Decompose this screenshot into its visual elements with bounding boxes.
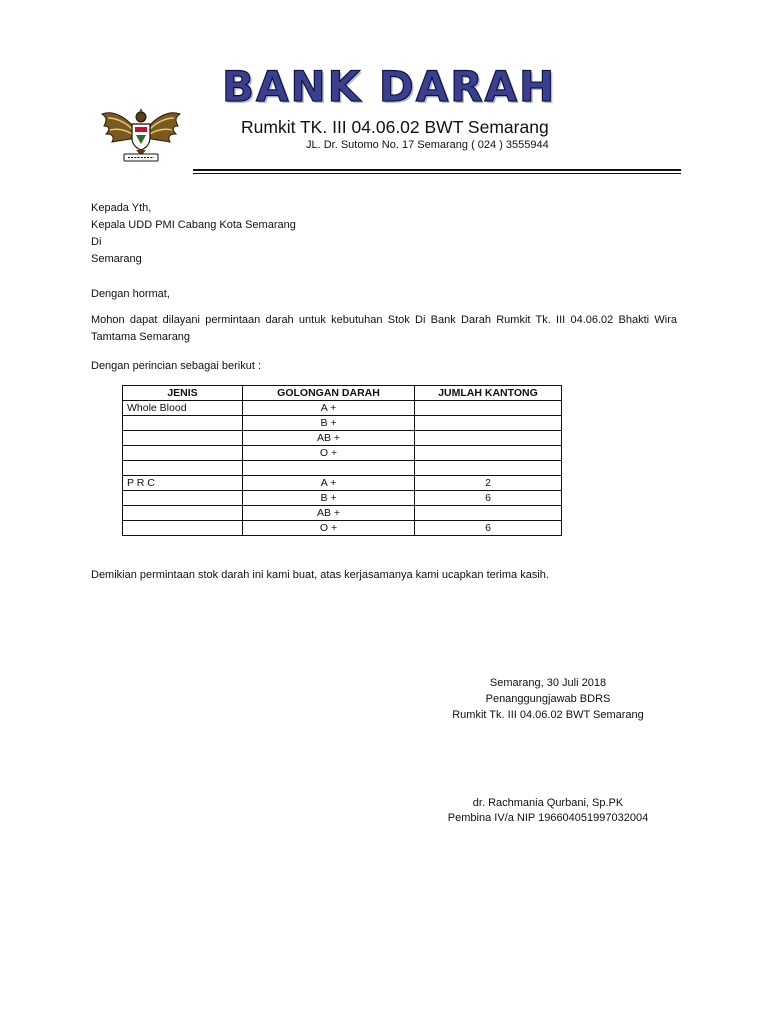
cell-jumlah (415, 416, 562, 431)
signature-name: dr. Rachmania Qurbani, Sp.PK (472, 797, 624, 809)
table-row (123, 506, 562, 521)
recipient-line-3: Di (91, 236, 102, 248)
cell-golongan (243, 461, 415, 476)
header-golongan-darah: GOLONGAN DARAH (243, 386, 415, 401)
signature-role: Penanggungjawab BDRS (485, 693, 611, 705)
signature-place-date: Semarang, 30 Juli 2018 (489, 677, 607, 689)
table-row (123, 521, 562, 536)
cell-jenis: P R C (123, 476, 243, 491)
cell-jumlah (415, 431, 562, 446)
cell-golongan: AB + (243, 431, 415, 446)
closing-sentence: Demikian permintaan stok darah ini kami buat, atas kerjasamanya kami ucapkan terima kasih. (91, 569, 549, 581)
table-row (123, 401, 562, 416)
cell-jenis: Whole Blood (123, 401, 243, 416)
cell-jumlah: 2 (415, 476, 562, 491)
cell-jumlah (415, 446, 562, 461)
letterhead-rule-thin (193, 173, 681, 174)
cell-golongan: O + (243, 521, 415, 536)
signature-institution: Rumkit Tk. III 04.06.02 BWT Semarang (452, 709, 644, 721)
cell-jumlah (415, 401, 562, 416)
header-jenis: JENIS (123, 386, 243, 401)
cell-golongan: AB + (243, 506, 415, 521)
cell-jumlah (415, 461, 562, 476)
cell-golongan: B + (243, 491, 415, 506)
recipient-line-1: Kepada Yth, (91, 202, 152, 214)
cell-jumlah: 6 (415, 521, 562, 536)
cell-jenis (123, 446, 243, 461)
signature-rank-nip: Pembina IV/a NIP 196604051997032004 (447, 812, 649, 824)
table-header-row (123, 386, 562, 401)
letterhead-title: BANK DARAH (222, 62, 557, 111)
table-row (123, 446, 562, 461)
cell-jumlah: 6 (415, 491, 562, 506)
request-paragraph: Mohon dapat dilayani permintaan darah untuk kebutuhan Stok Di Bank Darah Rumkit Tk. III 04.06.02 Bhakti Wira Tamtama Semarang (91, 314, 677, 343)
table-row (123, 476, 562, 491)
table-row (123, 461, 562, 476)
cell-jenis (123, 416, 243, 431)
cell-jumlah (415, 506, 562, 521)
table-row (123, 491, 562, 506)
table-row (123, 431, 562, 446)
salutation: Dengan hormat, (91, 288, 170, 300)
table-intro: Dengan perincian sebagai berikut : (91, 360, 262, 372)
cell-jenis (123, 521, 243, 536)
military-eagle-emblem-icon (100, 100, 182, 162)
cell-golongan: A + (243, 476, 415, 491)
recipient-line-2: Kepala UDD PMI Cabang Kota Semarang (91, 219, 296, 231)
letterhead-subtitle: Rumkit TK. III 04.06.02 BWT Semarang (241, 117, 549, 137)
cell-golongan: B + (243, 416, 415, 431)
table-row (123, 416, 562, 431)
recipient-line-4: Semarang (91, 253, 142, 265)
cell-jenis (123, 431, 243, 446)
cell-jenis (123, 506, 243, 521)
cell-golongan: A + (243, 401, 415, 416)
cell-jenis (123, 491, 243, 506)
letterhead-rule-thick (193, 169, 681, 171)
blood-request-table (122, 385, 562, 536)
header-jumlah-kantong: JUMLAH KANTONG (415, 386, 562, 401)
cell-jenis (123, 461, 243, 476)
cell-golongan: O + (243, 446, 415, 461)
letterhead-address: JL. Dr. Sutomo No. 17 Semarang ( 024 ) 3555944 (306, 139, 549, 151)
